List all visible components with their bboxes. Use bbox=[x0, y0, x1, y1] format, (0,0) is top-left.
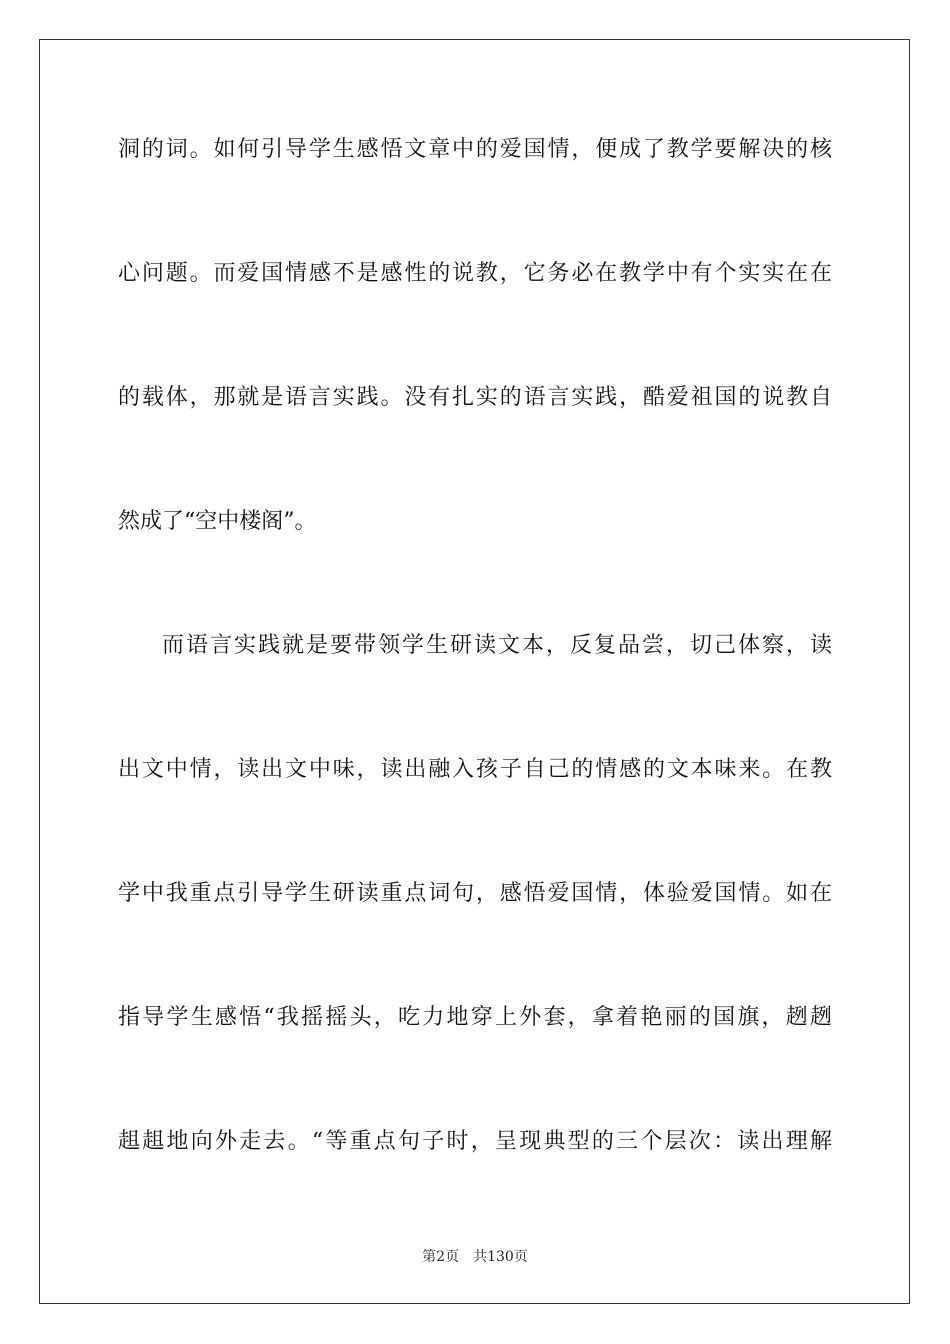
page-number: 第2页 bbox=[422, 1249, 460, 1265]
text-line: 学中我重点引导学生研读重点词句，感悟爱国情，体验爱国情。如在 bbox=[118, 881, 832, 906]
text-line: 指导学生感悟“我摇摇头，吃力地穿上外套，拿着艳丽的国旗，趔趔 bbox=[118, 1005, 832, 1030]
text-line: 洞的词。如何引导学生感悟文章中的爱国情，便成了教学要解决的核 bbox=[118, 137, 832, 162]
text-line: 的载体，那就是语言实践。没有扎实的语言实践，酷爱祖国的说教自 bbox=[118, 385, 832, 410]
text-line: 而语言实践就是要带领学生研读文本，反复品尝，切己体察，读 bbox=[162, 633, 832, 658]
total-pages: 共130页 bbox=[473, 1249, 528, 1265]
text-line: 出文中情，读出文中味，读出融入孩子自己的情感的文本味来。在教 bbox=[118, 757, 832, 782]
page-border bbox=[39, 39, 910, 1304]
text-line: 心问题。而爱国情感不是感性的说教，它务必在教学中有个实实在在 bbox=[118, 261, 832, 286]
text-line: 然成了“空中楼阁”。 bbox=[118, 509, 317, 534]
text-line: 趄趄地向外走去。“等重点句子时，呈现典型的三个层次：读出理解 bbox=[118, 1129, 832, 1154]
page-footer bbox=[0, 1248, 950, 1266]
